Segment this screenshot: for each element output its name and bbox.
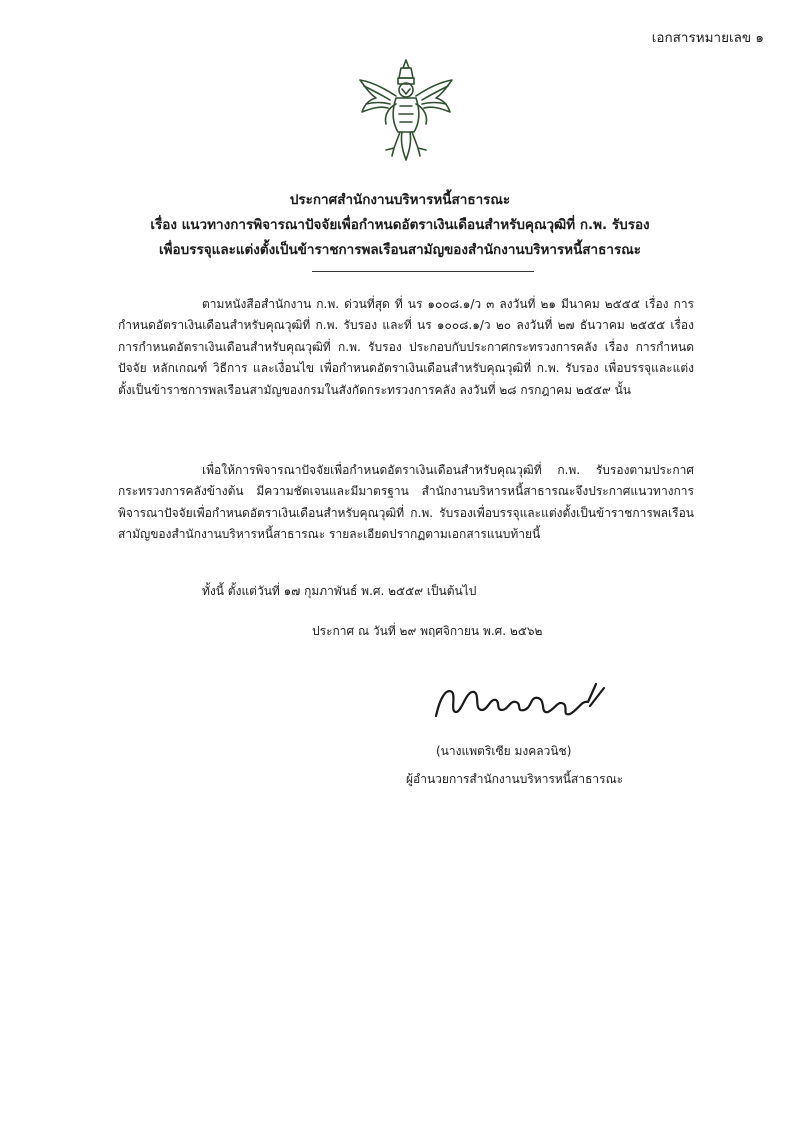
document-number: เอกสารหมายเลข ๑	[651, 30, 764, 46]
signer-position: ผู้อำนวยการสำนักงานบริหารหนี้สาธารณะ	[406, 772, 624, 786]
handwritten-signature-icon	[430, 678, 608, 724]
subject-line: เรื่อง แนวทางการพิจารณาปัจจัยเพื่อกำหนดอัตราเงินเดือนสำหรับคุณวุฒิที่ ก.พ. รับรอง	[150, 217, 650, 233]
title-divider	[312, 271, 534, 272]
announcement-title: ประกาศสำนักงานบริหารหนี้สาธารณะ	[289, 192, 511, 208]
body-paragraph-1: ตามหนังสือสำนักงาน ก.พ. ด่วนที่สุด ที่ นร ๑๐๐๘.๑/ว ๓ ลงวันที่ ๒๑ มีนาคม ๒๕๕๕ เรื่อง การกำหนดอัตราเงินเดือนสำหรับคุณวุฒิที่ ก.พ. รับรอง และที่ นร ๑๐๐๘.๑/ว ๒๐ ลงวันที่ ๒๗ ธันวาคม ๒๕๕๕ เรื่อง การกำหนดอัตราเงินเดือนสำหรับคุณวุฒิที่ ก.พ. รับรอง ประกอบกับประกาศกระทรวงการคลัง เรื่อง การกำหนดปัจจัย หลักเกณฑ์ วิธีการ และเงื่อนไข เพื่อกำหนดอัตราเงินเดือนสำหรับคุณวุฒิที่ ก.พ. รับรอง เพื่อบรรจุและแต่งตั้งเป็นข้าราชการพลเรือนสามัญของกรมในสังกัดกระทรวงการคลัง ลงวันที่ ๒๘ กรกฎาคม ๒๕๕๙ นั้น	[118, 297, 694, 397]
body-paragraph-2: เพื่อให้การพิจารณาปัจจัยเพื่อกำหนดอัตราเงินเดือนสำหรับคุณวุฒิที่ ก.พ. รับรองตามประกาศกระทรวงการคลังข้างต้น มีความชัดเจนและมีมาตรฐาน สำนักงานบริหารหนี้สาธารณะจึงประกาศแนวทางการพิจารณาปัจจัยเพื่อกำหนดอัตราเงินเดือนสำหรับคุณวุฒิที่ ก.พ. รับรองเพื่อบรรจุและแต่งตั้งเป็นข้าราชการพลเรือนสามัญของสำนักงานบริหารหนี้สาธารณะ รายละเอียดปรากฏตามเอกสารแนบท้ายนี้	[118, 463, 694, 542]
garuda-emblem-icon	[356, 58, 456, 162]
signer-name: (นางแพตริเซีย มงคลวนิช)	[436, 744, 572, 758]
announcement-date: ประกาศ ณ วันที่ ๒๙ พฤศจิกายน พ.ศ. ๒๕๖๒	[312, 624, 543, 638]
effective-date: ทั้งนี้ ตั้งแต่วันที่ ๑๗ กุมภาพันธ์ พ.ศ. ๒๕๕๙ เป็นต้นไป	[202, 584, 477, 598]
subject-line-continued: เพื่อบรรจุและแต่งตั้งเป็นข้าราชการพลเรือนสามัญของสำนักงานบริหารหนี้สาธารณะ	[159, 242, 641, 258]
